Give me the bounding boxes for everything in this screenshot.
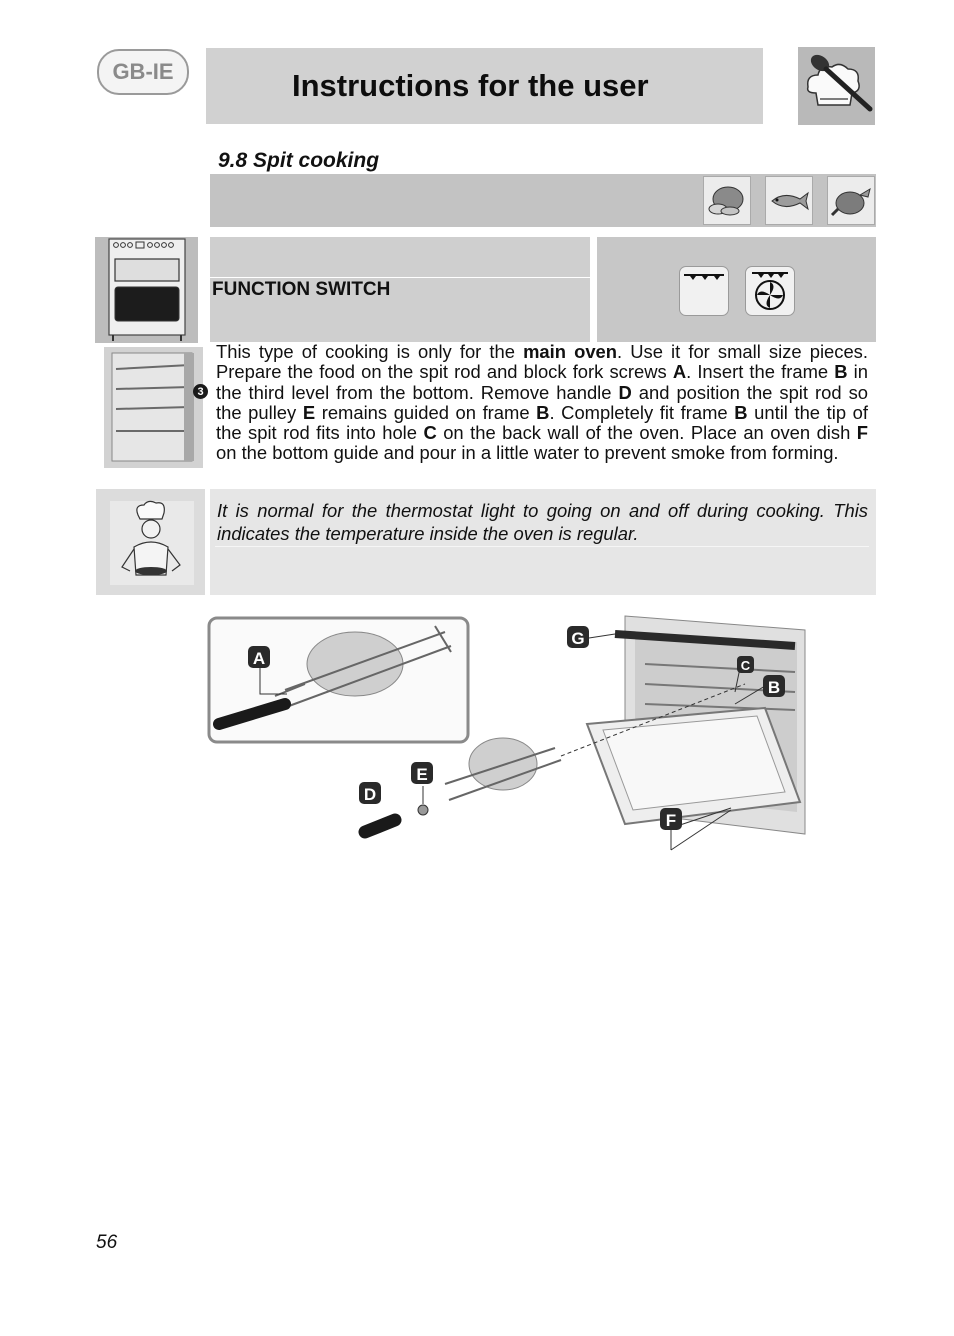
note-divider: [215, 546, 869, 547]
fish-icon: [765, 176, 813, 225]
chef-icon: [96, 489, 205, 595]
label-g: G: [571, 629, 585, 648]
top-heating-icon: [679, 266, 729, 316]
spoon-chef-hat-icon: [798, 47, 875, 125]
region-badge: GB-IE: [97, 49, 189, 95]
header-title: Instructions for the user: [292, 68, 649, 103]
cooker-icon: [95, 237, 198, 343]
spit-assembly-diagram: [205, 612, 810, 857]
note-chef-panel: [96, 489, 205, 595]
spit-handle: [365, 820, 395, 832]
poultry-icon: [827, 176, 875, 225]
page-header: [206, 48, 763, 124]
meat-icon: [703, 176, 751, 225]
label-e: E: [416, 765, 428, 784]
oven-cavity-icon: [104, 347, 203, 468]
pulley: [418, 805, 428, 815]
level-indicator: 3: [193, 384, 208, 399]
label-a: A: [252, 649, 266, 668]
instructions-paragraph: This type of cooking is only for the main oven. Use it for small size pieces. Prepare the food on the spit rod and block fork screws A. Insert the frame B in the third level from the bottom. Remove handle D and position the spit rod so the pulley E remains guided on frame B. Completely fit frame B until the tip of the spit rod fits into hole C on the back wall of the oven. Place an oven dish F on the bottom guide and pour in a little water to prevent smoke from forming.: [216, 341, 868, 464]
label-d: D: [363, 785, 377, 804]
label-b: B: [767, 678, 781, 697]
function-switch-header-band: [210, 237, 590, 277]
fan-icon: [745, 266, 795, 316]
label-f: F: [665, 811, 677, 830]
section-title: 9.8 Spit cooking: [218, 149, 380, 172]
note-text: It is normal for the thermostat light to going on and off during cooking. This indicates the temperature inside the oven is regular.: [217, 500, 868, 544]
function-switch-label: FUNCTION SWITCH: [212, 279, 391, 300]
label-c: C: [740, 658, 751, 673]
function-symbols-panel: [597, 237, 876, 342]
page-number: 56: [96, 1232, 118, 1253]
